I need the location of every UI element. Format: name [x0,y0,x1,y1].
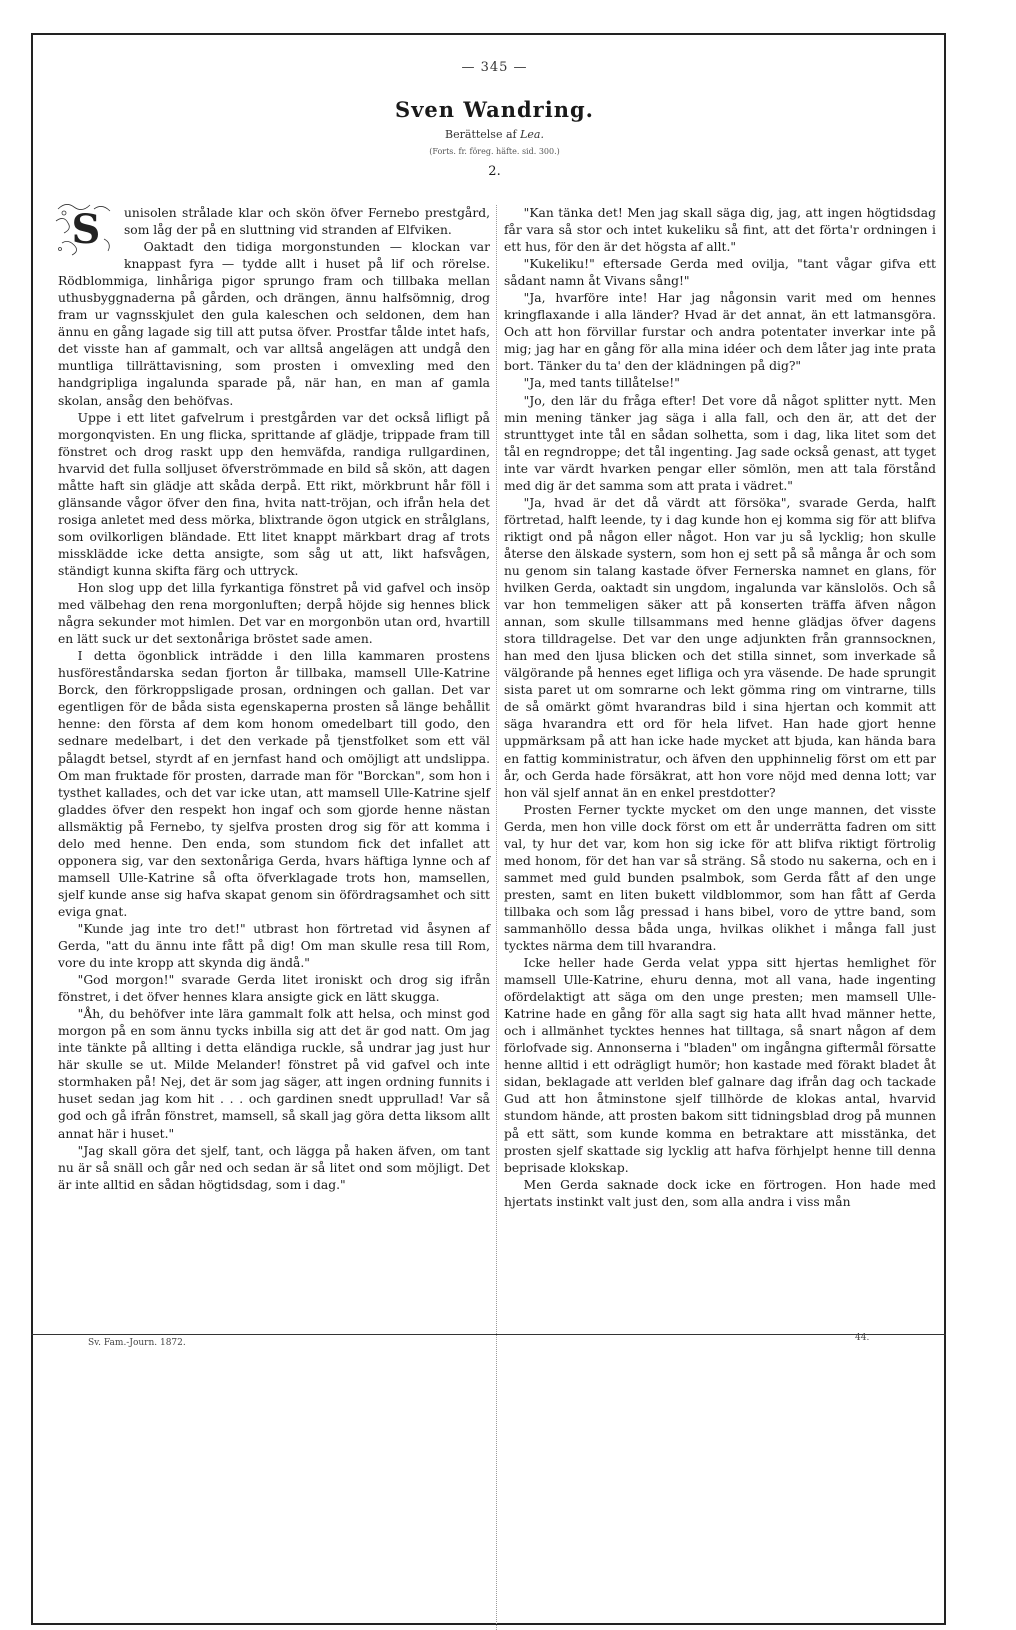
journal-signature: Sv. Fam.-Journ. 1872. [88,1338,186,1348]
left-column [58,205,490,1194]
paragraph: Uppe i ett litet gafvelrum i prestgården var det också lifligt på morgonqvisten. En ung flicka, sprittande af glädje, trippade fram till fönstret och drog raskt upp den hemväfda, randiga rullgardinen, hvarvid det fulla solljuset öfverströmmade en bild så skön, att dagen måtte haft sin glädje att skåda derpå. Ett rikt, mörkbrunt hår föll i glänsande vågor öfver den fina, hvita natt-tröjan, och ifrån hela det rosiga anletet med dess mörka, blixtrande ögon utgick en strålglans, som ovilkorligen bländade. Ett litet knappt märkbart drag af trots missklädde icke detta ansigte, som såg ut att, likt hafsvågen, ständigt kunna skifta färg och uttryck. [58,410,490,578]
byline-prefix: Berättelse af [445,128,517,141]
page [52,55,937,1615]
paragraph: "Kunde jag inte tro det!" utbrast hon förtretad vid åsynen af Gerda, "att du ännu inte fått på dig! Om man skulle resa till Rom, vore du inte kropp att skynda dig ändå." [58,921,490,971]
paragraph: "Kukeliku!" eftersade Gerda med ovilja, "tant vågar gifva ett sådant namn åt Vivans sång!" [504,257,936,289]
paragraph: "Ja, med tants tillåtelse!" [523,376,680,391]
paragraph: "Kan tänka det! Men jag skall säga dig, jag, att ingen högtidsdag får vara så stor och intet kukeliku så fint, att det förta'r ordningen i ett hus, för den är det högsta af allt." [504,206,936,255]
paragraph: "Ja, hvad är det då värdt att försöka", svarade Gerda, halft förtretad, halft leende, ty i dag kunde hon ej komma sig för att blifva riktigt ond på någon eller något. Hon var ju så lycklig; hon skulle återse den älskade systern, som hon ej sett på så många år och som nu genom sin talang kastade öfver Fernerska namnet en glans, för hvilken Gerda, oaktadt sin ungdom, ingalunda var känslolös. Och så var hon temmeligen säker att på konserten träffa äfven någon annan, som skulle tillsammans med henne glädjas öfver dagens stora tilldragelse. Det var den unge adjunkten från grannsocknen, han med den ljusa blicken och det stilla sinnet, som inverkade så välgörande på hennes eget lifliga och yra väsende. De hade sprungit sista paret ut om somrarne och lekt gömma ring om vintrarne, tills de så omärkt gömt hvarandras bild i sina hjertan och kommit att säga hvarandra ett ord för hela lifvet. Han hade gjort henne uppmärksam på att han icke hade mycket att bjuda, kan hända bara en fattig komministratur, och äfven den upphinnelig först om ett par år, och Gerda hade försäkrat, att hon vore nöjd med denna lott; var hon väl sjelf annat än en enkel prestdotter? [504,495,936,800]
paragraph: Prosten Ferner tyckte mycket om den unge mannen, det visste Gerda, men hon ville dock först om ett år underrätta fadren om sitt val, ty hur det var, kom hon sig icke för att blifva riktigt förtrolig med honom, för det han var så sträng. Så stodo nu sakerna, och en i sammet med guld bunden psalmbok, som Gerda fått af den unge presten, samt en liten bukett vildblommor, som han fått af Gerda tillbaka och som låg pressad i hans bibel, voro de yttre band, som sammanhöllo dessa båda unga, hvilkas olikhet i många fall just tycktes närma dem till hvarandra. [504,802,936,954]
column-divider [496,205,497,1630]
paragraph: Men Gerda saknade dock icke en förtrogen. Hon hade med hjertats instinkt valt just den, som alla andra i viss mån [504,1177,936,1209]
byline [52,128,937,141]
page-number: — 345 — [461,60,528,75]
author-name: Lea. [520,128,544,141]
paragraph: "Åh, du behöfver inte lära gammalt folk att helsa, och minst god morgon på en som ännu tycks inbilla sig att det är god natt. Om jag inte tänkte på allting i detta eländiga ruckle, så undrar jag just hur här skulle se ut. Milde Melander! fönstret på vid gafvel och inte stormhaken på! Nej, det är som jag säger, att ingen ordning funnits i huset sedan jag kom hit . . . och gardinen snedt upprullad! Var så god och gå ifrån fönstret, mamsell, så skall jag göra detta liksom allt annat här i huset." [58,1007,490,1141]
initial-letter: S [71,206,101,253]
sheet-number: 44. [855,1333,870,1343]
right-column [504,205,936,1211]
paragraph: I detta ögonblick inträdde i den lilla kammaren prostens husföreståndarska sedan fjorton år tillbaka, mamsell Ulle-Katrine Borck, den förkroppsligade prosan, ordningen och gallan. Det var egentligen för de båda sista egenskaperna prosten så länge behållit henne: den första af dem kom honom omedelbart till godo, den sednare medelbart, i det den verkade på tjenstfolket som ett väl pålagdt betsel, styrdt af en jernfast hand och omöjligt att undslippa. Om man fruktade för prosten, darrade man för "Borckan", som hon i tysthet kallades, och det var icke utan, att mamsell Ulle-Katrine sjelf gladdes öfver den respekt hon ingaf och som gjorde henne nästan allsmäktig på Fernebo, ty sjelfva prosten drog sig för att komma i delo med henne. Den enda, som stundom fick det infallet att opponera sig, var den sextonåriga Gerda, hvars häftiga lynne och af mamsell Ulle-Katrine så ofta öfverklagade trots hon, mamsellen, sjelf kunde anse sig hafva skapat genom sin öfördragsamhet och sitt eviga gnat. [58,649,490,919]
paragraph: "Jo, den lär du fråga efter! Det vore då något splitter nytt. Men min mening tänker jag säga i alla fall, och den är, att det der strunttyget inte tål en sådan solhetta, som i dag, lika litet som det tål en regndroppe; det tål ingenting. Jag sade också genast, att tyget inte var värdt hvarken pengar eller sömlön, men att tala förstånd med dig är det samma som att prata i vädret." [504,393,936,493]
paragraph: Oaktadt den tidiga morgonstunden — klockan var knappast fyra — tydde allt i huset på lif och rörelse. Rödblommiga, linhåriga pigor sprungo fram och tillbaka mellan uthusbyggnaderna på gården, och drängen, ännu halfsömnig, drog fram ur vagnsskjulet den gula kaleschen och seldonen, dem han ännu en gång lagade sig till att putsa öfver. Prostfar tålde intet hafs, det visste han af gammalt, och var alltså angelägen att undgå den muntliga tillrättavisning, som prosten i omvexling med den handgripliga ingalunda sparade på, när han, en man af gamla skolan, ansåg den behöfvas. [58,240,490,408]
paragraph: "Ja, hvarföre inte! Har jag någonsin varit med om hennes kringflaxande i alla länder? Hvad är det annat, än ett latmansgöra. Och att hon förvillar furstar och andra potentater inverkar inte på mig; jag har en gång för alla mina idéer och dem låter jag inte prata bort. Tänker du ta' den der klädningen på dig?" [504,291,936,374]
chapter-number: 2. [488,164,501,179]
paragraph: Hon slog upp det lilla fyrkantiga fönstret på vid gafvel och insöp med välbehag den rena morgonluften; derpå höjde sig hennes blick några sekunder mot himlen. Det var en morgonbön utan ord, hvartill en lätt suck ur det sextonåriga bröstet sade amen. [58,581,490,647]
continuation-note: (Forts. fr. föreg. häfte. sid. 300.) [429,147,560,156]
story-title: Sven Wandring. [395,97,594,122]
paragraph: unisolen strålade klar och skön öfver Fernebo prestgård, som låg der på en sluttning vid stranden af Elfviken. [124,206,490,238]
paragraph: Icke heller hade Gerda velat yppa sitt hjertas hemlighet för mamsell Ulle-Katrine, ehuru denna, mot all vana, hade ingenting ofördelaktigt att säga om den unge presten; men mamsell Ulle-Katrine hade en gång för alla sagt sig hata allt hvad männer hette, och i allmänhet tycktes hennes hat tilltaga, så snart någon af dem förlofvade sig. Annonserna i "bladen" om ingångna giftermål försatte henne alltid i ett odrägligt humör; hon kastade med förakt bladet åt sidan, beklagade att verlden blef galnare dag ifrån dag och tackade Gud att hon åtminstone sjelf tillhörde de klokas antal, hvarvid stundom hände, att prosten bakom sitt tidningsblad drog på munnen på ett sätt, som kunde komma en betraktare att misstänka, det prosten sjelf skattade sig lycklig att hafva förhjelpt henne till denna beprisade klokskap. [504,956,936,1175]
ornamental-initial-icon [54,199,118,259]
paragraph: "God morgon!" svarade Gerda litet ironiskt och drog sig ifrån fönstret, i det öfver hennes klara ansigte gick en lätt skugga. [58,973,490,1005]
paragraph: "Jag skall göra det sjelf, tant, och lägga på haken äfven, om tant nu är så snäll och går ned och sedan är så litet ond som möjligt. Det är inte alltid en sådan högtidsdag, som i dag." [58,1143,490,1192]
footer-rule [31,1334,946,1335]
